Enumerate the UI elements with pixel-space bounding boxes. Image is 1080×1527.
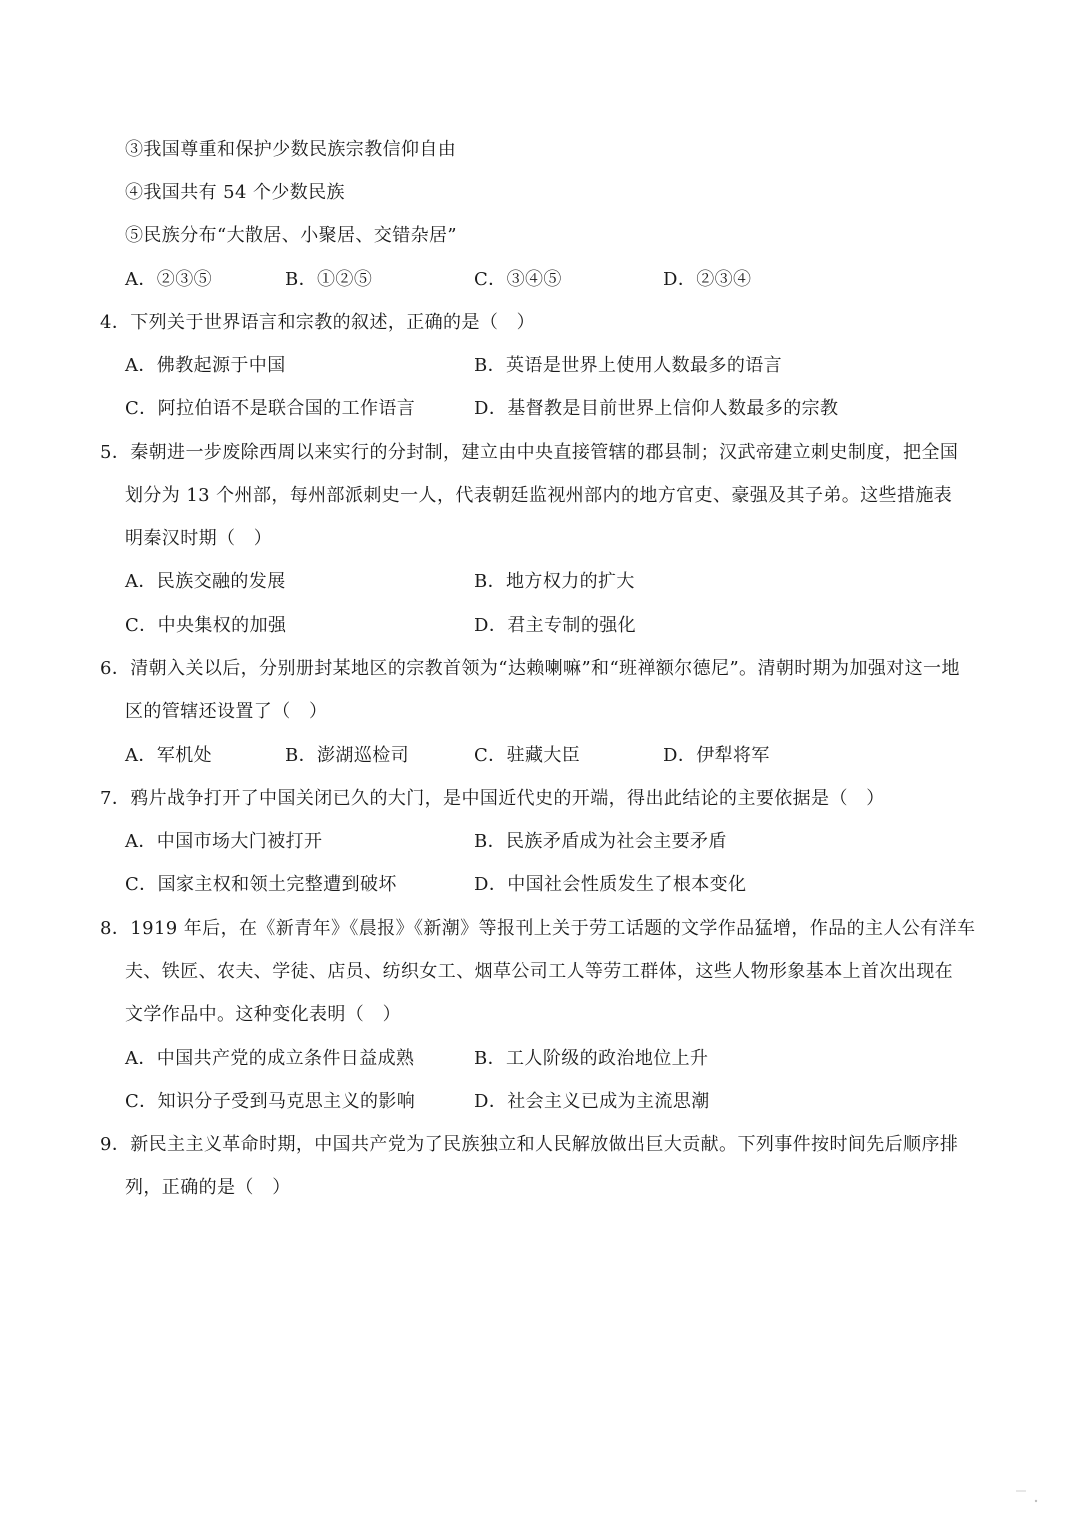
statement-4: ④我国共有 54 个少数民族 <box>125 182 345 203</box>
q7-stem: 7．鸦片战争打开了中国关闭已久的大门，是中国近代史的开端，得出此结论的主要依据是（ ） <box>100 788 885 809</box>
statement-3: ③我国尊重和保护少数民族宗教信仰自由 <box>125 139 457 160</box>
corner-mark-icon <box>1014 1487 1044 1505</box>
q5-option-c: C．中央集权的加强 <box>125 615 287 636</box>
q8-option-d: D．社会主义已成为主流思潮 <box>474 1091 710 1112</box>
q5-stem-line-1: 5．秦朝进一步废除西周以来实行的分封制，建立由中央直接管辖的郡县制；汉武帝建立刺史制度，把全国 <box>100 442 959 463</box>
q6-option-a: A．军机处 <box>125 745 212 766</box>
q6-option-c: C．驻藏大臣 <box>474 745 581 766</box>
q8-option-c: C．知识分子受到马克思主义的影响 <box>125 1091 416 1112</box>
q5-option-d: D．君主专制的强化 <box>474 615 637 636</box>
q6-option-b: B．澎湖巡检司 <box>285 745 410 766</box>
statement-5: ⑤民族分布“大散居、小聚居、交错杂居” <box>125 225 458 246</box>
q6-option-d: D．伊犁将军 <box>663 745 770 766</box>
q6-stem-line-2: 区的管辖还设置了（ ） <box>125 701 328 722</box>
q8-stem-line-1: 8．1919 年后，在《新青年》《晨报》《新潮》等报刊上关于劳工话题的文学作品猛增，作品的主人公有洋车 <box>100 918 976 939</box>
q8-stem-line-2: 夫、铁匠、农夫、学徒、店员、纺织女工、烟草公司工人等劳工群体，这些人物形象基本上首次出现在 <box>125 961 953 982</box>
q9-stem-line-1: 9．新民主主义革命时期，中国共产党为了民族独立和人民解放做出巨大贡献。下列事件按时间先后顺序排 <box>100 1134 959 1155</box>
q8-option-b: B．工人阶级的政治地位上升 <box>474 1048 709 1069</box>
q4-option-d: D．基督教是目前世界上信仰人数最多的宗教 <box>474 398 839 419</box>
q8-option-a: A．中国共产党的成立条件日益成熟 <box>125 1048 415 1069</box>
q3-option-c: C．③④⑤ <box>474 269 562 290</box>
q7-option-d: D．中国社会性质发生了根本变化 <box>474 874 747 895</box>
q7-option-c: C．国家主权和领土完整遭到破坏 <box>125 874 397 895</box>
q5-stem-line-3: 明秦汉时期（ ） <box>125 528 273 549</box>
q5-option-a: A．民族交融的发展 <box>125 571 286 592</box>
q8-stem-line-3: 文学作品中。这种变化表明（ ） <box>125 1004 401 1025</box>
q4-option-a: A．佛教起源于中国 <box>125 355 286 376</box>
q4-option-b: B．英语是世界上使用人数最多的语言 <box>474 355 783 376</box>
q4-stem: 4．下列关于世界语言和宗教的叙述，正确的是（ ） <box>100 312 536 333</box>
q3-option-a: A．②③⑤ <box>125 269 212 290</box>
q7-option-b: B．民族矛盾成为社会主要矛盾 <box>474 831 727 852</box>
q9-stem-line-2: 列，正确的是（ ） <box>125 1177 291 1198</box>
q5-option-b: B．地方权力的扩大 <box>474 571 635 592</box>
q5-stem-line-2: 划分为 13 个州部，每州部派刺史一人，代表朝廷监视州部内的地方官吏、豪强及其子弟。这些措施表 <box>125 485 953 506</box>
q3-option-d: D．②③④ <box>663 269 752 290</box>
q3-option-b: B．①②⑤ <box>285 269 373 290</box>
q4-option-c: C．阿拉伯语不是联合国的工作语言 <box>125 398 416 419</box>
q7-option-a: A．中国市场大门被打开 <box>125 831 323 852</box>
q6-stem-line-1: 6．清朝入关以后，分别册封某地区的宗教首领为“达赖喇嘛”和“班禅额尔德尼”。清朝时期为加强对这一地 <box>100 658 960 679</box>
